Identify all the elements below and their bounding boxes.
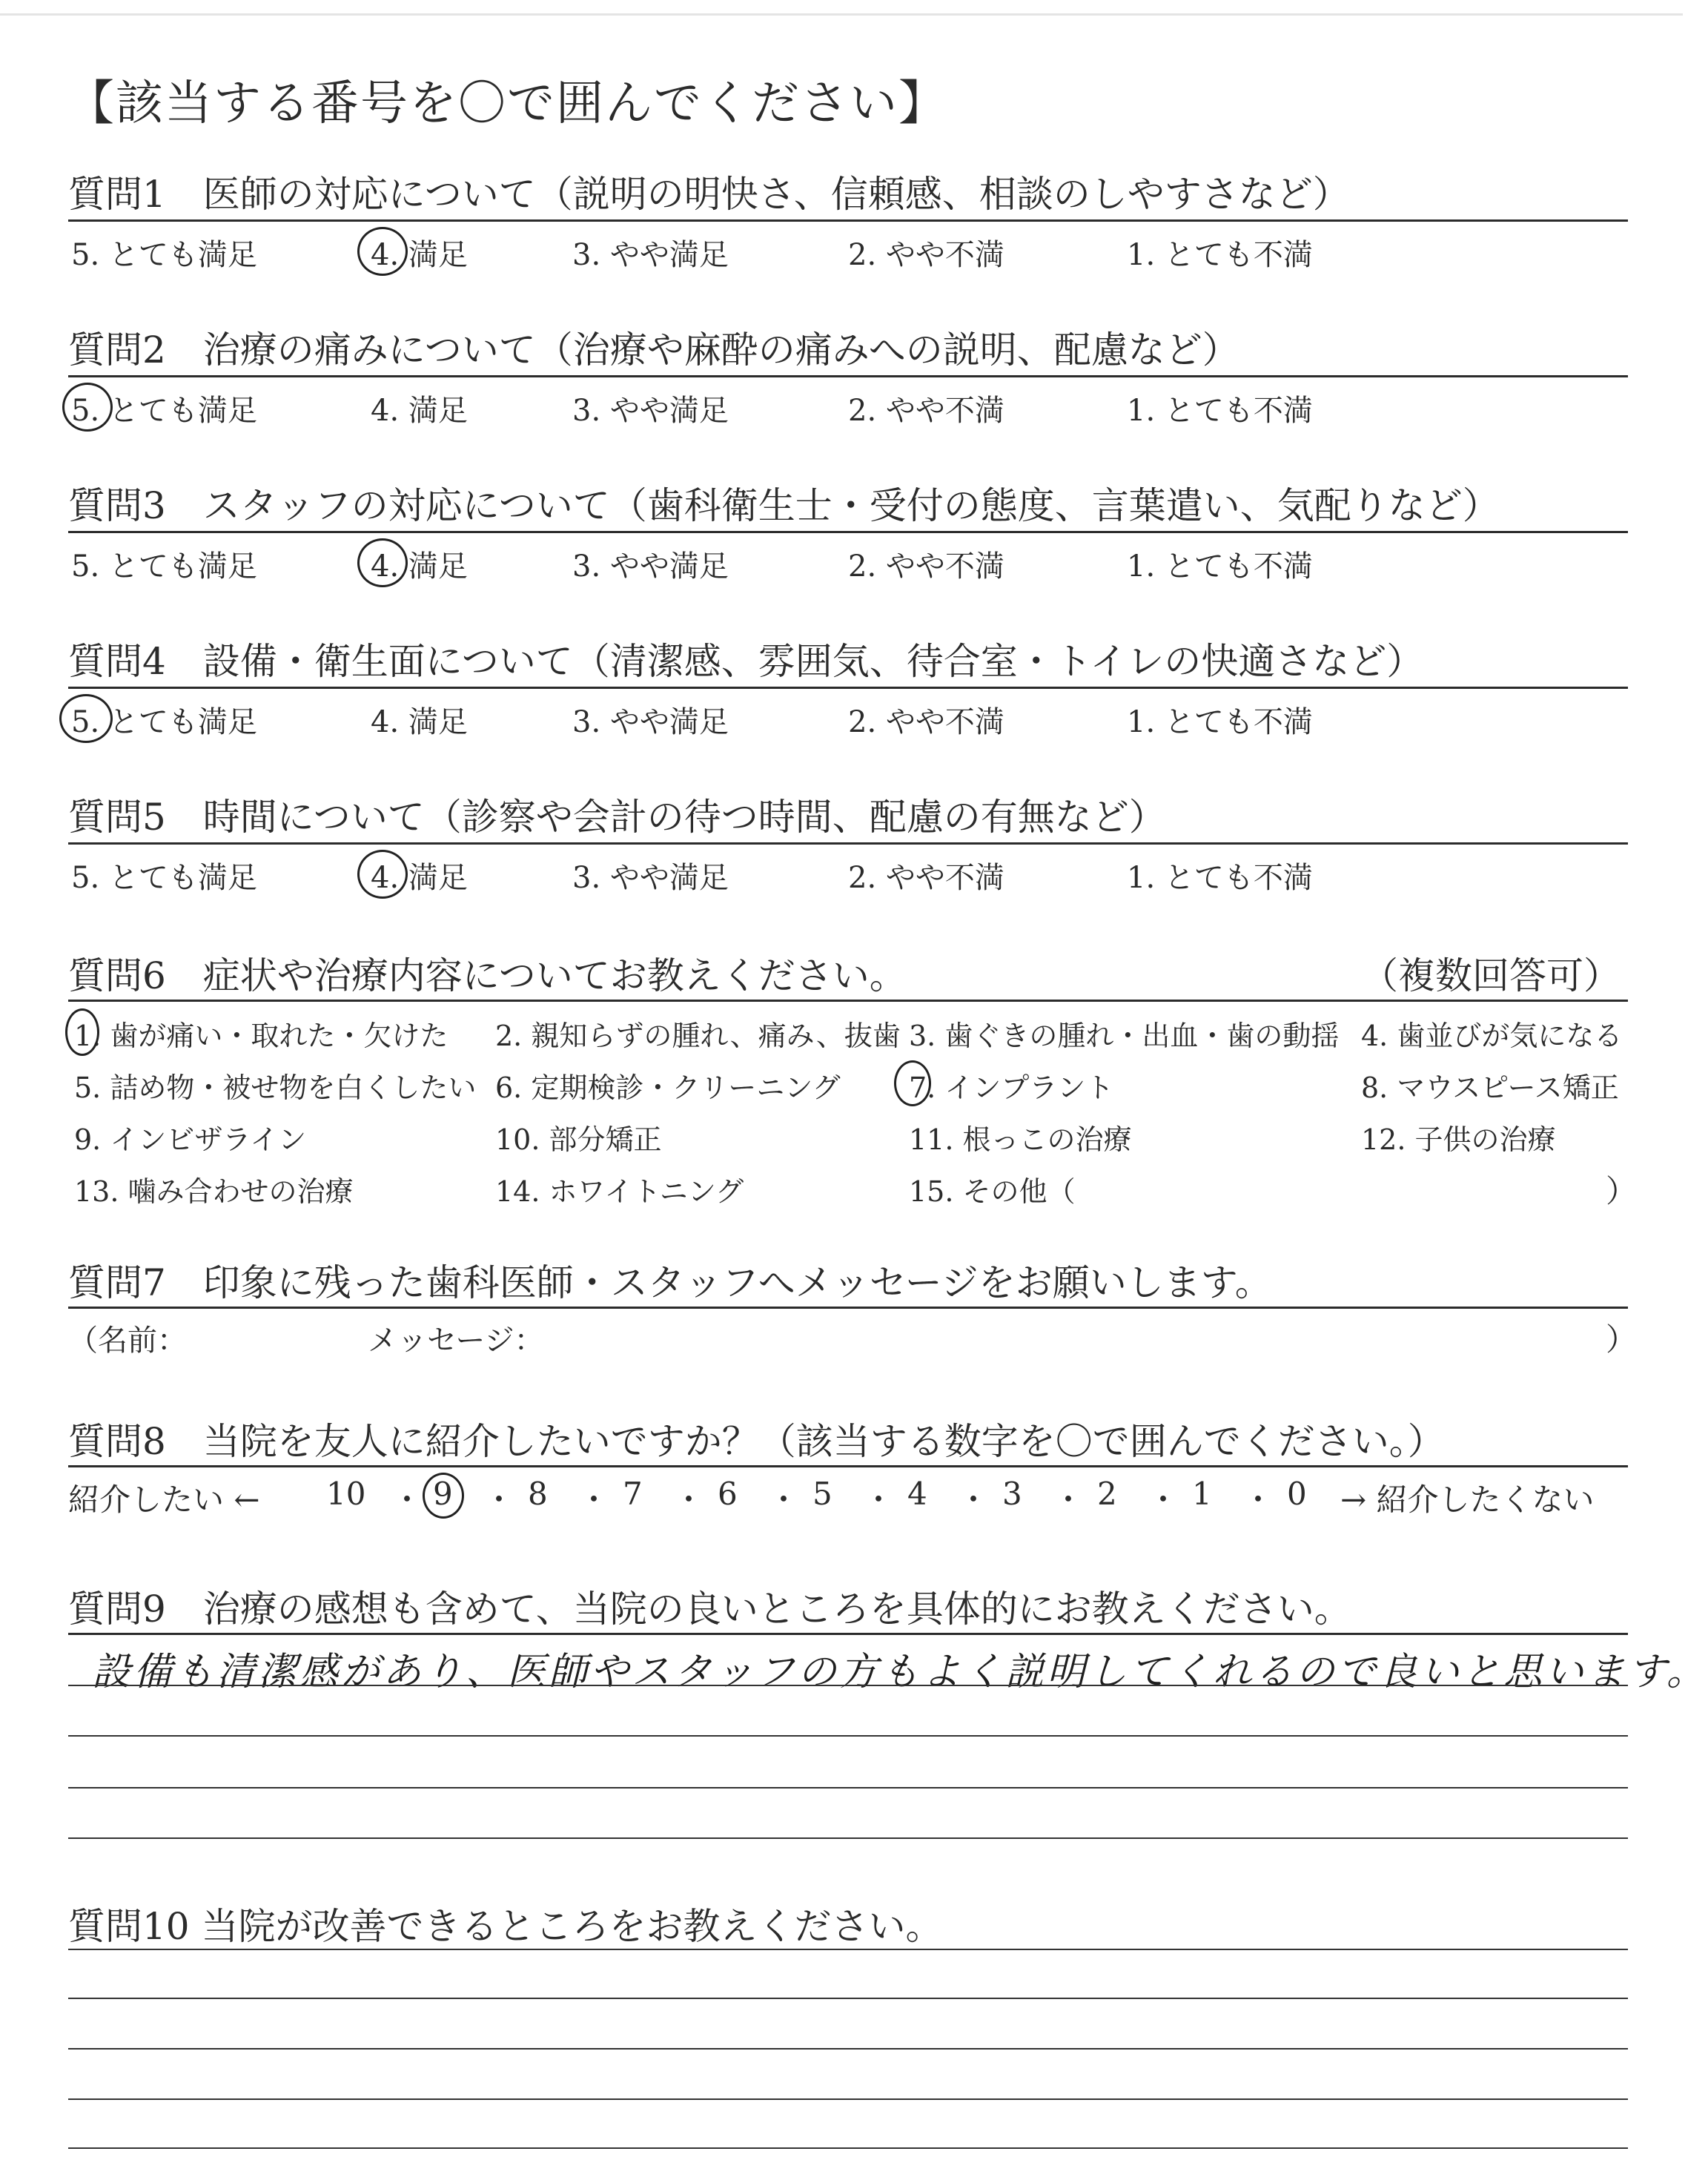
q8-separator: ・ — [1053, 1482, 1085, 1518]
q10-writing-line — [68, 1998, 1628, 1999]
q9-writing-line — [68, 1735, 1628, 1737]
q5-option-4[interactable]: 4. 満足 — [371, 861, 468, 895]
q3-option-1[interactable]: 1. とても不満 — [1127, 549, 1313, 584]
q1-option-3[interactable]: 3. やや満足 — [572, 238, 729, 272]
q6-option-14[interactable]: 14. ホワイトニング — [495, 1175, 744, 1208]
q8-separator: ・ — [1242, 1482, 1274, 1518]
q6-option-1-selection-circle — [65, 1008, 99, 1056]
q1-selection-circle — [357, 227, 408, 276]
q5-rule — [68, 842, 1628, 845]
q10-writing-line — [68, 2147, 1628, 2149]
q5-option-3[interactable]: 3. やや満足 — [572, 861, 729, 895]
q6-option-10[interactable]: 10. 部分矯正 — [495, 1123, 662, 1156]
q6-option-2[interactable]: 2. 親知らずの腫れ、痛み、抜歯 — [495, 1020, 901, 1052]
q8-separator: ・ — [391, 1482, 423, 1518]
top-border — [0, 13, 1683, 16]
q5-title: 質問5 時間について（診察や会計の待つ時間、配慮の有無など） — [68, 796, 1166, 839]
q1-option-5[interactable]: 5. とても満足 — [71, 238, 257, 272]
q1-option-1[interactable]: 1. とても不満 — [1127, 238, 1313, 272]
q10-writing-line — [68, 2048, 1628, 2050]
q8-rule — [68, 1465, 1628, 1467]
q4-selection-circle — [59, 694, 113, 743]
q8-left-label: 紹介したい ← — [68, 1482, 260, 1518]
q6-option-9[interactable]: 9. インビザライン — [74, 1123, 307, 1156]
q8-score-10[interactable]: 10 — [326, 1476, 366, 1512]
q5-option-5[interactable]: 5. とても満足 — [71, 861, 257, 895]
q8-score-7[interactable]: 7 — [623, 1476, 643, 1512]
q8-separator: ・ — [768, 1482, 800, 1518]
q8-score-3[interactable]: 3 — [1002, 1476, 1022, 1512]
q7-rule — [68, 1307, 1628, 1309]
q7-name-label: （名前： — [68, 1324, 187, 1358]
q6-other-close-paren: ） — [1606, 1173, 1638, 1209]
q2-option-3[interactable]: 3. やや満足 — [572, 394, 729, 428]
q8-selection-circle — [423, 1473, 464, 1519]
q6-title: 質問6 症状や治療内容についてお教えください。 — [68, 954, 907, 997]
q6-option-13[interactable]: 13. 噛み合わせの治療 — [74, 1175, 354, 1208]
q8-score-1[interactable]: 1 — [1192, 1476, 1212, 1512]
q9-rule — [68, 1633, 1628, 1635]
q3-option-5[interactable]: 5. とても満足 — [71, 549, 257, 584]
q8-score-4[interactable]: 4 — [907, 1476, 927, 1512]
q2-option-4[interactable]: 4. 満足 — [371, 394, 468, 428]
q4-option-1[interactable]: 1. とても不満 — [1127, 705, 1313, 739]
q7-message-label: メッセージ： — [368, 1324, 544, 1358]
q6-option-5[interactable]: 5. 詰め物・被せ物を白くしたい — [74, 1071, 477, 1104]
q6-option-3[interactable]: 3. 歯ぐきの腫れ・出血・歯の動揺 — [909, 1020, 1340, 1052]
q2-selection-circle — [62, 383, 113, 432]
q6-multiple-note: （複数回答可） — [1361, 954, 1621, 997]
q9-writing-line — [68, 1685, 1628, 1686]
q1-option-2[interactable]: 2. やや不満 — [848, 238, 1004, 272]
q10-writing-line — [68, 1949, 1628, 1950]
q5-option-1[interactable]: 1. とても不満 — [1127, 861, 1313, 895]
q5-option-2[interactable]: 2. やや不満 — [848, 861, 1004, 895]
q6-option-8[interactable]: 8. マウスピース矯正 — [1361, 1071, 1619, 1104]
q8-right-label: → 紹介したくない — [1340, 1482, 1595, 1518]
q8-score-9[interactable]: 9 — [433, 1476, 453, 1512]
q3-selection-circle — [357, 538, 408, 587]
q4-rule — [68, 687, 1628, 689]
q9-handwritten-answer: 設備も清潔感があり、医師やスタッフの方もよく説明してくれるので良いと思います。 — [92, 1650, 1708, 1694]
q2-option-5[interactable]: 5. とても満足 — [71, 394, 257, 428]
q3-rule — [68, 531, 1628, 533]
q4-title: 質問4 設備・衛生面について（清潔感、雰囲気、待合室・トイレの快適さなど） — [68, 640, 1424, 683]
q6-option-1[interactable]: 1. 歯が痛い・取れた・欠けた — [74, 1020, 448, 1052]
page-title: 【該当する番号を〇で囲んでください】 — [67, 76, 947, 131]
q2-option-2[interactable]: 2. やや不満 — [848, 394, 1004, 428]
q8-separator: ・ — [673, 1482, 705, 1518]
q8-score-0[interactable]: 0 — [1287, 1476, 1307, 1512]
q4-option-4[interactable]: 4. 満足 — [371, 705, 468, 739]
q8-score-2[interactable]: 2 — [1097, 1476, 1117, 1512]
q3-title: 質問3 スタッフの対応について（歯科衛生士・受付の態度、言葉遣い、気配りなど） — [68, 484, 1500, 527]
q6-option-4[interactable]: 4. 歯並びが気になる — [1361, 1020, 1623, 1052]
q2-option-1[interactable]: 1. とても不満 — [1127, 394, 1313, 428]
q2-rule — [68, 375, 1628, 377]
q9-writing-line — [68, 1837, 1628, 1839]
q4-option-2[interactable]: 2. やや不満 — [848, 705, 1004, 739]
q3-option-4[interactable]: 4. 満足 — [371, 549, 468, 584]
q4-option-3[interactable]: 3. やや満足 — [572, 705, 729, 739]
q8-separator: ・ — [863, 1482, 895, 1518]
q5-selection-circle — [357, 850, 408, 899]
q6-option-7-selection-circle — [894, 1060, 931, 1106]
q7-close-paren: ） — [1606, 1321, 1638, 1358]
q4-option-5[interactable]: 5. とても満足 — [71, 705, 257, 739]
q10-writing-line — [68, 2098, 1628, 2100]
q1-option-4[interactable]: 4. 満足 — [371, 238, 468, 272]
q2-title: 質問2 治療の痛みについて（治療や麻酔の痛みへの説明、配慮など） — [68, 328, 1239, 371]
q8-title: 質問8 当院を友人に紹介したいですか？（該当する数字を〇で囲んでください。） — [68, 1420, 1445, 1463]
q7-title: 質問7 印象に残った歯科医師・スタッフへメッセージをお願いします。 — [68, 1261, 1272, 1304]
q8-separator: ・ — [958, 1482, 990, 1518]
q6-option-6[interactable]: 6. 定期検診・クリーニング — [495, 1071, 841, 1104]
q8-score-6[interactable]: 6 — [718, 1476, 738, 1512]
q6-option-7[interactable]: 7. インプラント — [909, 1071, 1114, 1104]
q9-title: 質問9 治療の感想も含めて、当院の良いところを具体的にお教えください。 — [68, 1588, 1351, 1631]
q6-option-11[interactable]: 11. 根っこの治療 — [909, 1123, 1132, 1156]
q8-separator: ・ — [1148, 1482, 1179, 1518]
q1-title: 質問1 医師の対応について（説明の明快さ、信頼感、相談のしやすさなど） — [68, 173, 1350, 216]
q3-option-2[interactable]: 2. やや不満 — [848, 549, 1004, 584]
q8-score-8[interactable]: 8 — [528, 1476, 548, 1512]
q8-separator: ・ — [578, 1482, 610, 1518]
q1-rule — [68, 219, 1628, 222]
q6-option-12[interactable]: 12. 子供の治療 — [1361, 1123, 1556, 1156]
q6-option-15[interactable]: 15. その他（ — [909, 1175, 1076, 1208]
q9-writing-line — [68, 1787, 1628, 1789]
q8-score-5[interactable]: 5 — [812, 1476, 833, 1512]
q10-title: 質問10 当院が改善できるところをお教えください。 — [68, 1905, 943, 1948]
q6-rule — [68, 1000, 1628, 1002]
q3-option-3[interactable]: 3. やや満足 — [572, 549, 729, 584]
q8-separator: ・ — [483, 1482, 515, 1518]
